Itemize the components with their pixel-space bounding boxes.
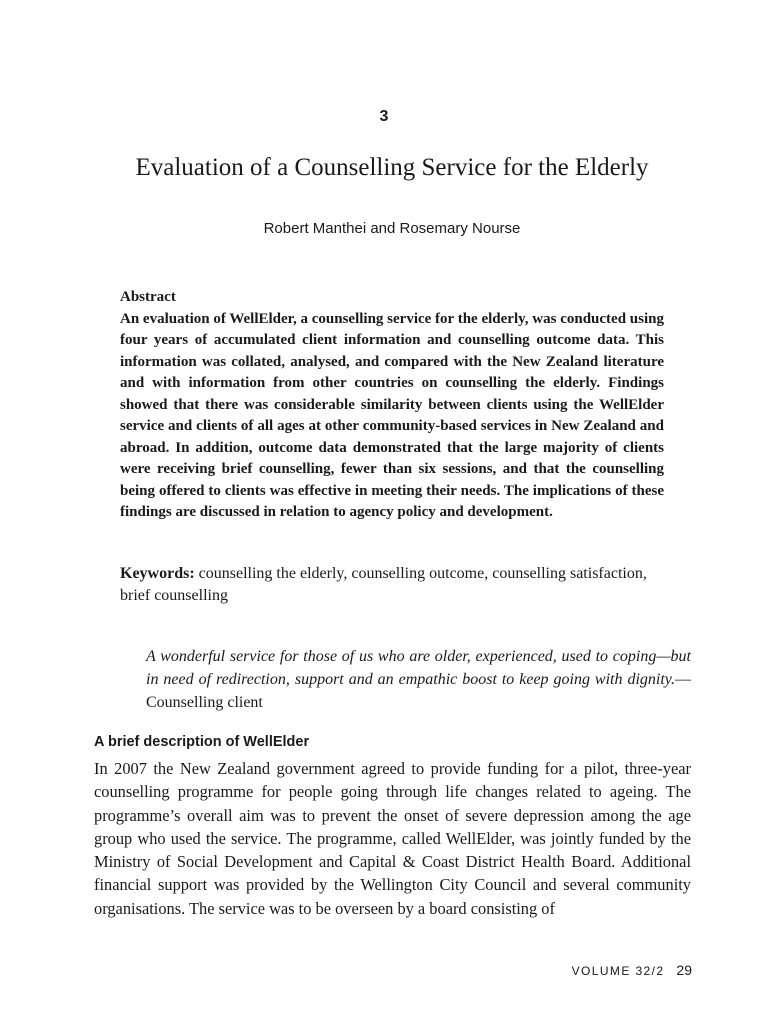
journal-volume: VOLUME 32/2 [571, 964, 665, 978]
epigraph-quote: A wonderful service for those of us who are older, experienced, used to coping—but in need of redirection, support and an empathic boost to keep going with dignity. [146, 648, 691, 688]
section-body: In 2007 the New Zealand government agreed to provide funding for a pilot, three-year counselling programme for people going through life changes related to ageing. The programme’s overall aim was to prevent the onset of severe depression among the age group who used the service. The programme, called WellElder, was jointly funded by the Ministry of Social Development and Capital & Coast District Health Board. Additional financial support was provided by the Wellington City Council and several community organisations. The service was to be overseen by a board consisting of [94, 759, 691, 918]
abstract-heading: Abstract [120, 289, 176, 305]
abstract-section [120, 287, 664, 524]
keywords-text: counselling the elderly, counselling outcome, counselling satisfaction, brief counselling [120, 565, 647, 604]
page-footer [572, 962, 692, 978]
keywords-label: Keywords: [120, 565, 195, 582]
epigraph [146, 645, 691, 714]
authors: Robert Manthei and Rosemary Nourse [263, 220, 521, 237]
keywords [120, 563, 664, 606]
chapter-number: 3 [379, 108, 389, 125]
abstract-body: An evaluation of WellElder, a counselling service for the elderly, was conducted using four years of accumulated client information and counselling outcome data. This information was collated, analysed, and compared with the New Zealand literature and with information from other countries on counselling the elderly. Findings showed that there was considerable similarity between clients using the WellElder service and clients of all ages at other community-based services in New Zealand and abroad. In addition, outcome data demonstrated that the large majority of clients were receiving brief counselling, fewer than six sessions, and that the counselling being offered to clients was effective in meeting their needs. The implications of these findings are discussed in relation to agency policy and development. [120, 310, 664, 520]
page-number: 29 [676, 962, 692, 978]
epigraph-attribution: —Counselling client [146, 671, 691, 711]
section-heading: A brief description of WellElder [94, 734, 310, 750]
page-title: Evaluation of a Counselling Service for the Elderly [135, 154, 649, 181]
